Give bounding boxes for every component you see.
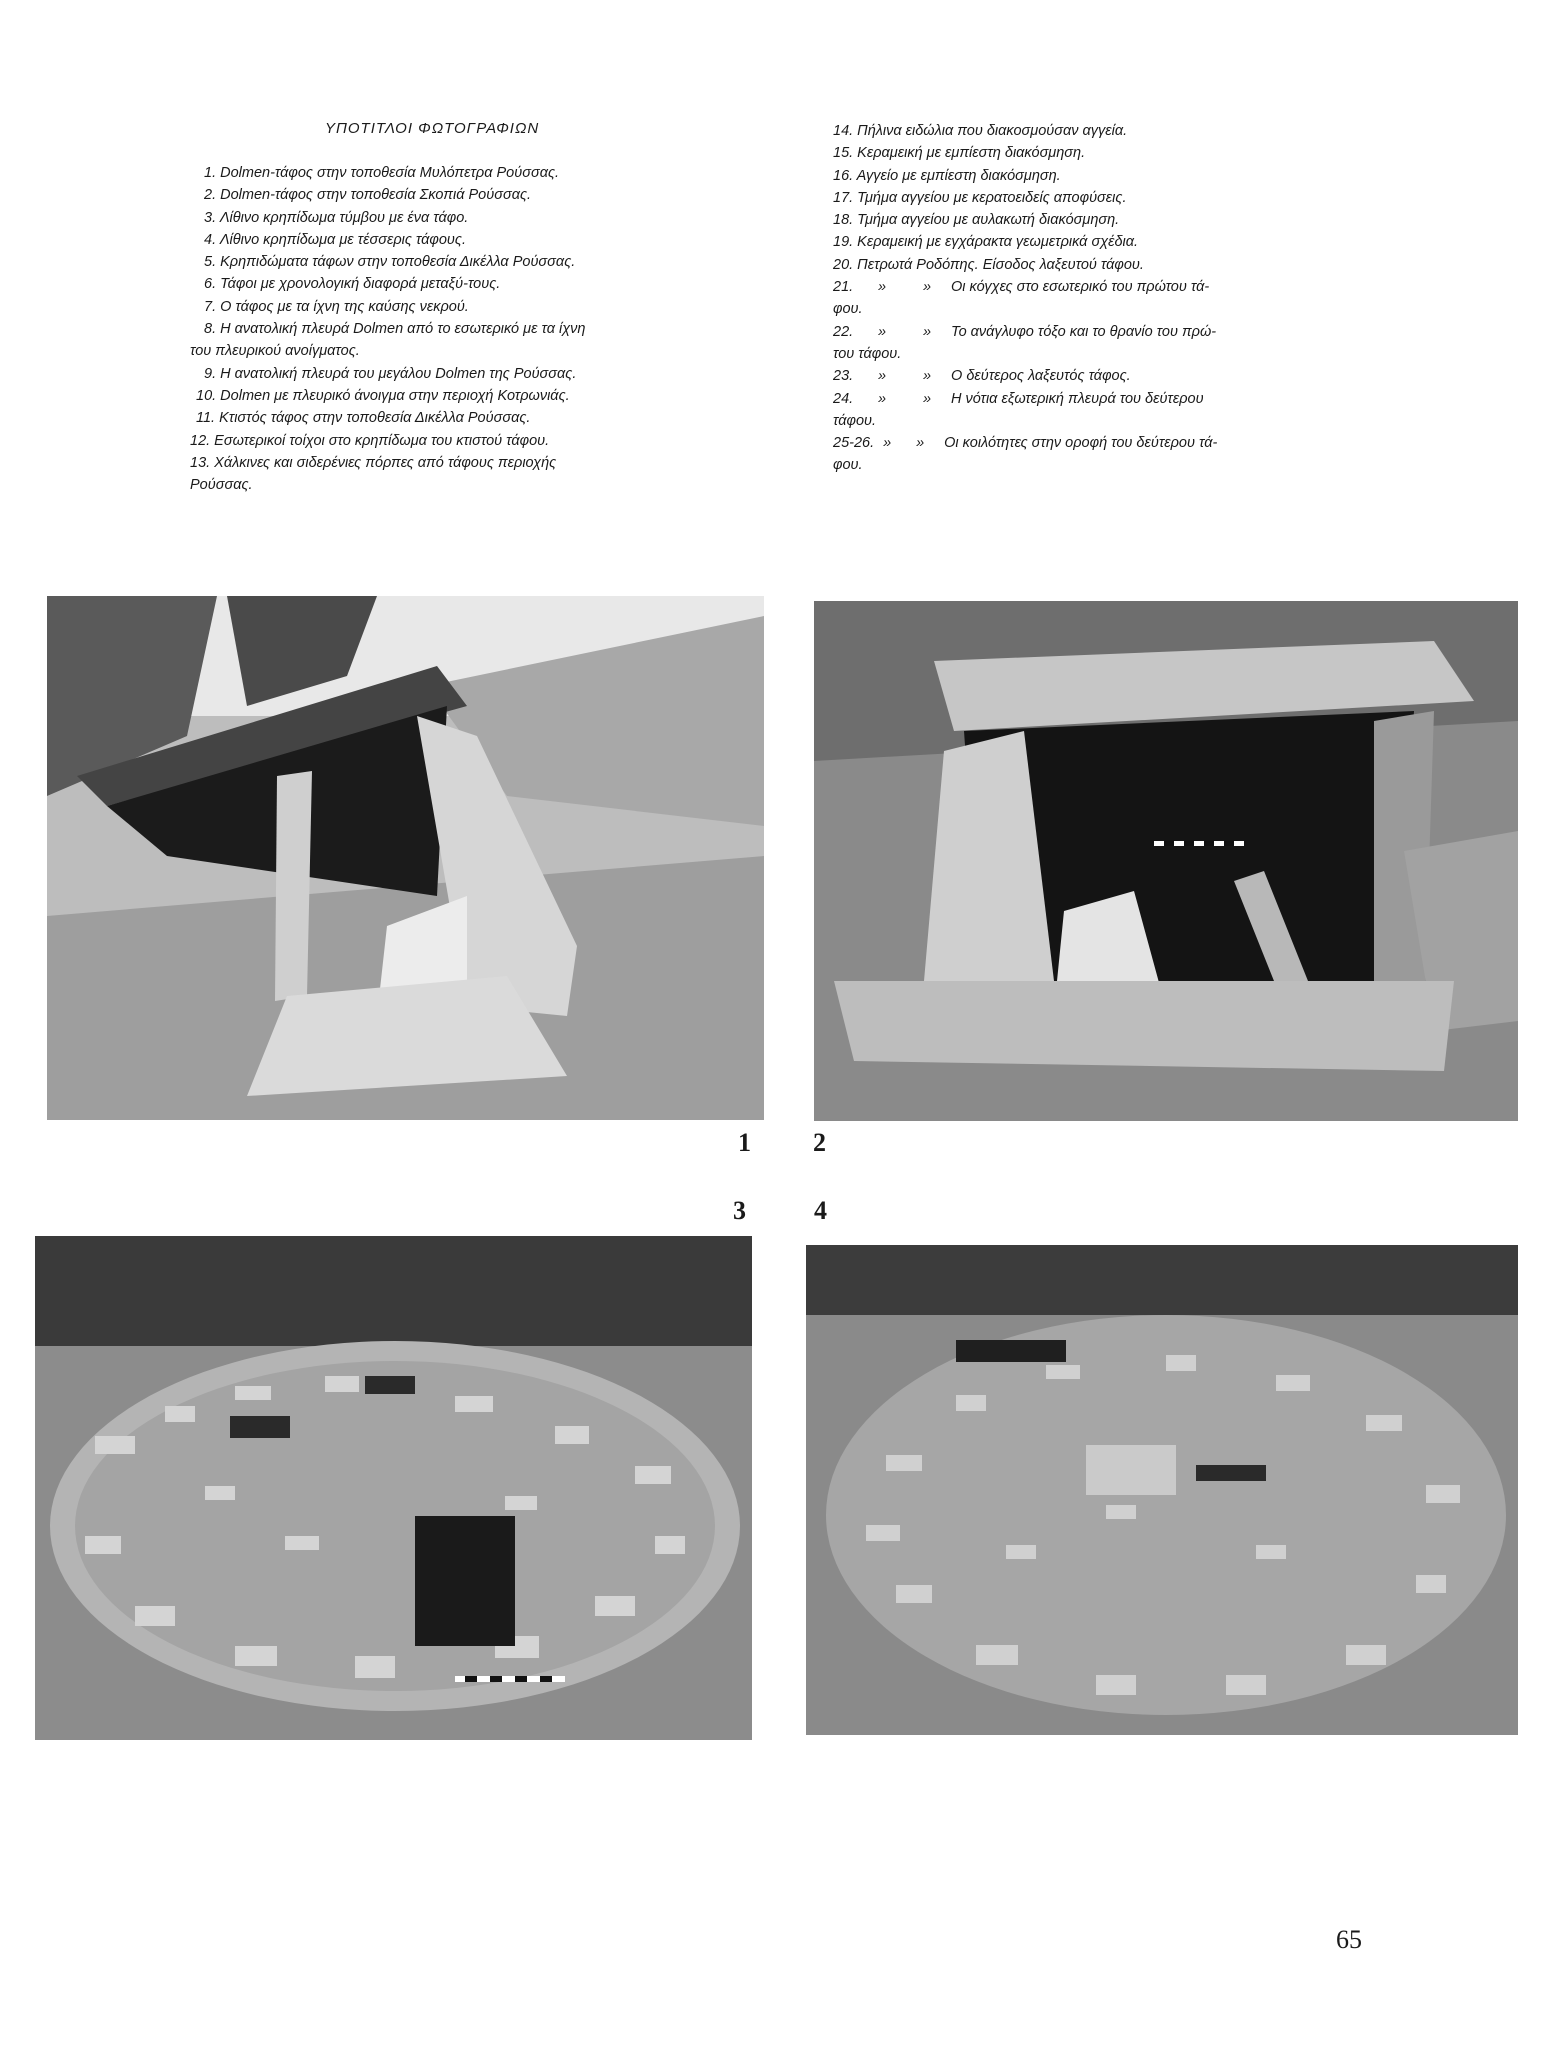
ditto-mark: » (922, 279, 932, 296)
ditto-mark: » (877, 323, 887, 340)
photo-4-stone-platform-four-graves (806, 1245, 1518, 1735)
caption-number: 21. (833, 279, 854, 296)
caption-item: 4. Λίθινο κρηπίδωμα με τέσσερις τάφους. (204, 231, 466, 248)
caption-item: 13. Χάλκινες και σιδερένιες πόρπες από τάφους περιοχής (190, 454, 557, 471)
captions-title: ΥΠΟΤΙΤΛΟΙ ΦΩΤΟΓΡΑΦΙΩΝ (325, 120, 540, 137)
caption-item-continued: του τάφου. (833, 345, 902, 362)
caption-item: 1. Dolmen-τάφος στην τοποθεσία Μυλόπετρα Ρούσσας. (204, 165, 560, 181)
captions-right-list (833, 120, 1333, 477)
caption-item (833, 365, 1333, 387)
caption-text: Οι κόγχες στο εσωτερικό του πρώτου τά- (951, 279, 1210, 296)
caption-item: 8. Η ανατολική πλευρά Dolmen από το εσωτερικό με τα ίχνη (204, 321, 586, 338)
ditto-mark: » (916, 435, 925, 452)
photo-3-stone-platform-one-grave (35, 1236, 752, 1740)
caption-item (833, 388, 1333, 410)
caption-item-continued: φου. (833, 457, 863, 474)
photo-2-image (814, 601, 1518, 1121)
caption-item: 16. Αγγείο με εμπίεστη διακόσμηση. (833, 167, 1061, 184)
photo-2-number: 2 (813, 1128, 826, 1157)
caption-item-continued: Ρούσσας. (190, 477, 253, 494)
page-number: 65 (1336, 1925, 1362, 1954)
caption-text: Ο δεύτερος λαξευτός τάφος. (951, 368, 1131, 385)
caption-item: 7. Ο τάφος με τα ίχνη της καύσης νεκρού. (204, 298, 469, 315)
photo-4-number: 4 (814, 1196, 827, 1225)
caption-item: 19. Κεραμεική με εγχάρακτα γεωμετρικά σχέδια. (833, 234, 1139, 251)
ditto-mark: » (877, 279, 887, 296)
caption-item: 11. Κτιστός τάφος στην τοποθεσία Δικέλλα Ρούσσας. (196, 410, 531, 427)
caption-item (833, 321, 1333, 343)
caption-number: 22. (833, 323, 854, 340)
caption-text: Το ανάγλυφο τόξο και το θρανίο του πρώ- (951, 323, 1217, 340)
photo-1-dolmen-mylopetra (47, 596, 764, 1120)
caption-item: 10. Dolmen με πλευρικό άνοιγμα στην περιοχή Κοτρωνιάς. (196, 387, 570, 404)
caption-item-continued: του πλευρικού ανοίγματος. (190, 343, 360, 360)
ditto-mark: » (877, 390, 887, 407)
caption-item: 9. Η ανατολική πλευρά του μεγάλου Dolmen της Ρούσσας. (204, 365, 577, 382)
caption-item: 20. Πετρωτά Ροδόπης. Είσοδος λαξευτού τάφου. (833, 256, 1144, 273)
photo-3-image (35, 1236, 752, 1740)
caption-item: 14. Πήλινα ειδώλια που διακοσμούσαν αγγεία. (833, 123, 1128, 139)
caption-number: 25-26. (833, 435, 875, 452)
caption-number: 23. (833, 368, 854, 385)
caption-text: Οι κοιλότητες στην οροφή του δεύτερου τά- (944, 435, 1218, 452)
caption-item: 5. Κρηπιδώματα τάφων στην τοποθεσία Δικέλλα Ρούσσας. (204, 254, 576, 271)
caption-text: Η νότια εξωτερική πλευρά του δεύτερου (951, 390, 1204, 407)
caption-item: 17. Τμήμα αγγείου με κερατοειδείς αποφύσεις. (833, 189, 1127, 206)
photo-4-image (806, 1245, 1518, 1735)
photo-1-number: 1 (738, 1128, 751, 1157)
caption-item-continued: τάφου. (833, 412, 877, 429)
ditto-mark: » (922, 390, 932, 407)
ditto-mark: » (922, 323, 932, 340)
caption-item: 15. Κεραμεική με εμπίεστη διακόσμηση. (833, 145, 1086, 162)
photo-2-dolmen-skopia (814, 601, 1518, 1121)
caption-item: 18. Τμήμα αγγείου με αυλακωτή διακόσμηση. (833, 212, 1120, 229)
caption-number: 24. (833, 390, 854, 407)
caption-item (833, 432, 1333, 454)
photo-3-number: 3 (733, 1196, 746, 1225)
ditto-mark: » (877, 368, 887, 385)
photo-1-image (47, 596, 764, 1120)
caption-item: 2. Dolmen-τάφος στην τοποθεσία Σκοπιά Ρούσσας. (204, 187, 532, 204)
caption-item (833, 276, 1333, 298)
caption-item-continued: φου. (833, 301, 863, 318)
ditto-mark: » (883, 435, 892, 452)
caption-item: 12. Εσωτερικοί τοίχοι στο κρηπίδωμα του κτιστού τάφου. (190, 432, 550, 449)
ditto-mark: » (922, 368, 932, 385)
captions-left-list (190, 162, 700, 496)
caption-item: 6. Τάφοι με χρονολογική διαφορά μεταξύ-τους. (204, 276, 501, 293)
caption-item: 3. Λίθινο κρηπίδωμα τύμβου με ένα τάφο. (204, 209, 469, 226)
